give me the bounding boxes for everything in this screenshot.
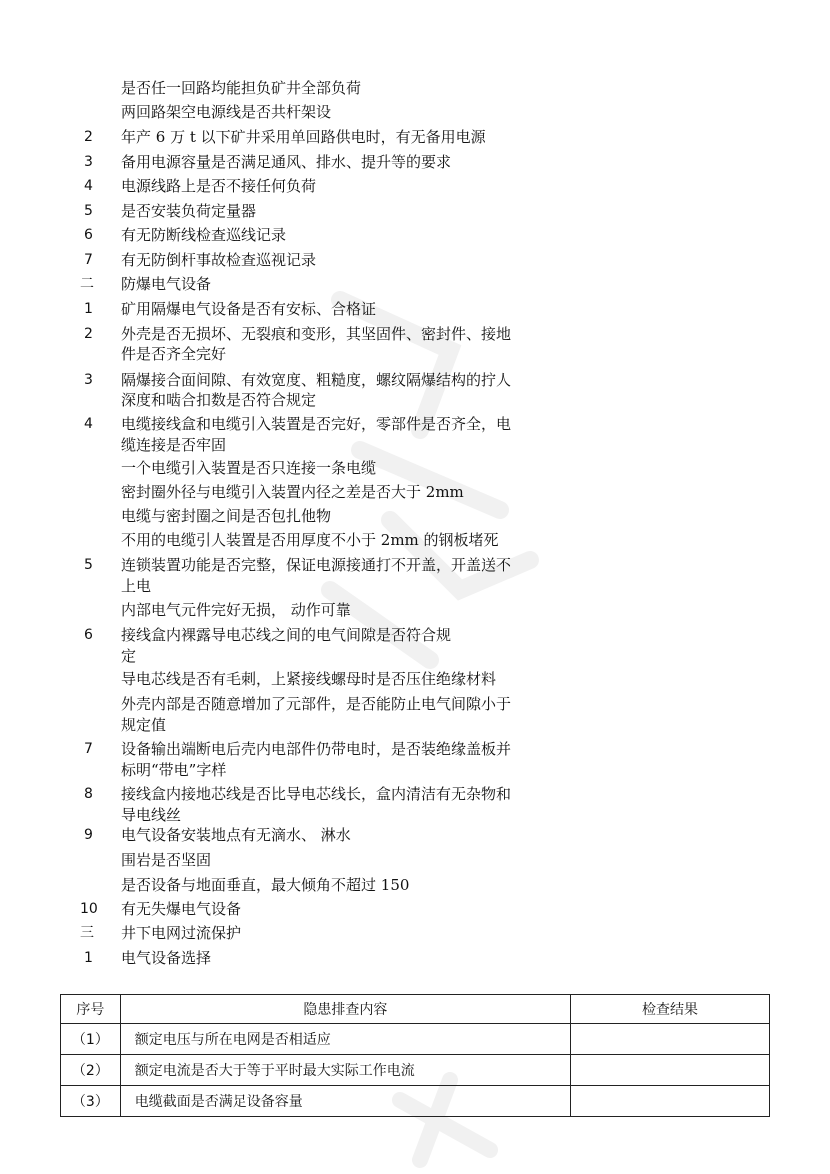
line-text: 导电芯线是否有毛刺，上紧接线螺母时是否压住绝缘材料: [121, 670, 497, 688]
column-header-serial: 序号: [61, 995, 121, 1024]
line-text: 定: [121, 647, 137, 665]
line-text: 接线盒内裸露导电芯线之间的电气间隙是否符合规: [121, 626, 452, 644]
line-number: 9: [84, 827, 93, 843]
row-result-cell[interactable]: [571, 1024, 770, 1055]
row-serial: （2）: [61, 1055, 121, 1086]
line-number: 4: [84, 416, 93, 432]
line-number: 3: [84, 372, 93, 388]
line-text: 内部电气元件完好无损， 动作可靠: [121, 601, 351, 619]
line-text: 设备输出端断电后壳内电部件仍带电时，是否装绝缘盖板并: [121, 740, 512, 758]
line-number: 5: [84, 203, 93, 219]
section-title: 防爆电气设备: [121, 275, 212, 293]
line-number: 2: [84, 326, 93, 342]
line-text: 电缆接线盒和电缆引入装置是否完好，零部件是否齐全，电: [121, 415, 512, 433]
line-number: 4: [84, 178, 93, 194]
line-text: 一个电缆引入装置是否只连接一条电缆: [121, 459, 377, 477]
line-number: 6: [84, 227, 93, 243]
line-number: 7: [84, 741, 93, 757]
line-text: 规定值: [121, 716, 167, 734]
line-text: 有无防倒杆事故检查巡视记录: [121, 251, 317, 269]
line-text: 矿用隔爆电气设备是否有安标、合格证: [121, 300, 377, 318]
table-row: [61, 1024, 770, 1055]
section-number: 三: [80, 925, 94, 941]
line-text: 深度和啮合扣数是否符合规定: [121, 391, 317, 409]
line-text: 有无防断线检查巡线记录: [121, 226, 287, 244]
inspection-table: [60, 994, 770, 1117]
line-number: 2: [84, 129, 93, 145]
line-text: 是否设备与地面垂直，最大倾角不超过 150: [121, 876, 410, 894]
table-row: [61, 1086, 770, 1117]
line-text: 密封圈外径与电缆引入装置内径之差是否大于 2mm: [121, 483, 464, 501]
line-text: 接线盒内接地芯线是否比导电芯线长，盒内清洁有无杂物和: [121, 785, 512, 803]
line-text: 电气设备安装地点有无滴水、 淋水: [121, 826, 351, 844]
section-title: 井下电网过流保护: [121, 924, 242, 942]
section-number: 二: [80, 276, 94, 292]
line-text: 缆连接是否牢固: [121, 436, 227, 454]
line-number: 5: [84, 557, 93, 573]
line-text: 是否安装负荷定量器: [121, 202, 257, 220]
line-text: 电缆与密封圈之间是否包扎他物: [121, 507, 332, 525]
row-result-cell[interactable]: [571, 1086, 770, 1117]
line-text: 年产 6 万 t 以下矿井采用单回路供电时，有无备用电源: [121, 128, 486, 146]
line-text: 有无失爆电气设备: [121, 900, 242, 918]
line-number: 1: [84, 301, 93, 317]
table-row: [61, 1055, 770, 1086]
line-text: 连锁装置功能是否完整，保证电源接通打不开盖，开盖送不: [121, 556, 512, 574]
line-text: 电气设备选择: [121, 949, 212, 967]
line-text: 是否任一回路均能担负矿井全部负荷: [121, 79, 362, 97]
table-header-row: [61, 995, 770, 1024]
column-header-result: 检查结果: [571, 995, 770, 1024]
line-text: 围岩是否坚固: [121, 851, 212, 869]
row-serial: （3）: [61, 1086, 121, 1117]
line-text: 外壳是否无损坏、无裂痕和变形，其坚固件、密封件、接地: [121, 325, 512, 343]
row-content: 电缆截面是否满足设备容量: [120, 1086, 570, 1117]
line-text: 备用电源容量是否满足通风、排水、提升等的要求: [121, 153, 452, 171]
line-number: 10: [80, 901, 98, 917]
line-text: 不用的电缆引人装置是否用厚度不小于 2mm 的钢板堵死: [121, 531, 499, 549]
row-content: 额定电流是否大于等于平时最大实际工作电流: [120, 1055, 570, 1086]
line-number: 6: [84, 627, 93, 643]
line-text: 两回路架空电源线是否共杆架设: [121, 103, 332, 121]
line-number: 1: [84, 950, 93, 966]
line-text: 电源线路上是否不接任何负荷: [121, 177, 317, 195]
line-text: 上电: [121, 577, 152, 595]
row-content: 额定电压与所在电网是否相适应: [120, 1024, 570, 1055]
column-header-content: 隐患排查内容: [120, 995, 570, 1024]
line-number: 7: [84, 252, 93, 268]
line-number: 8: [84, 786, 93, 802]
row-serial: （1）: [61, 1024, 121, 1055]
line-text: 外壳内部是否随意增加了元部件，是否能防止电气间隙小于: [121, 695, 512, 713]
line-text: 标明“带电”字样: [121, 761, 227, 779]
line-number: 3: [84, 154, 93, 170]
line-text: 件是否齐全完好: [121, 345, 227, 363]
row-result-cell[interactable]: [571, 1055, 770, 1086]
line-text: 导电线丝: [121, 806, 182, 824]
line-text: 隔爆接合面间隙、有效宽度、粗糙度，螺纹隔爆结构的拧人: [121, 371, 512, 389]
